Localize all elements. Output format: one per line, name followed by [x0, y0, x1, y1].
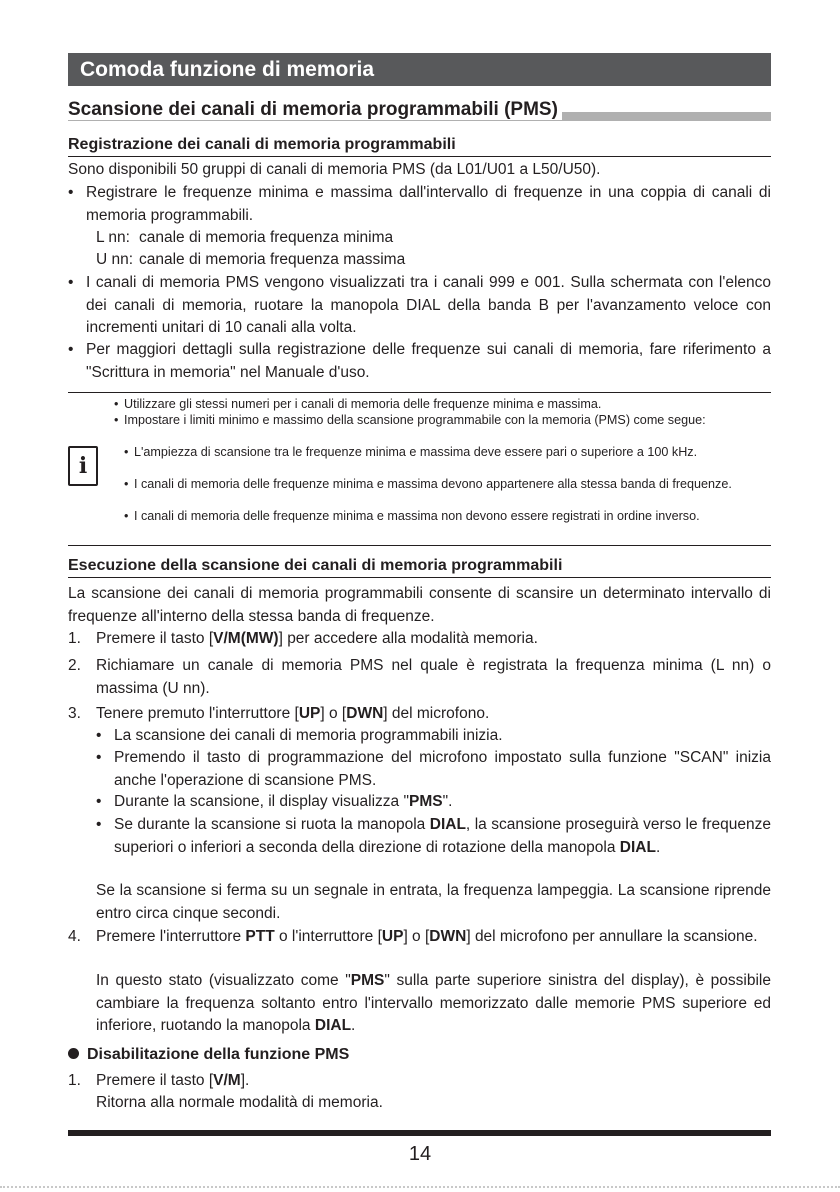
step-text: Richiamare un canale di memoria PMS nel quale è registrata la frequenza minima (L nn) o massima (U nn).: [96, 657, 771, 697]
page-number: 14: [408, 1143, 432, 1165]
text-run: ".: [442, 793, 453, 810]
step-1: [68, 628, 771, 651]
key-dial: DIAL: [314, 1017, 352, 1034]
text-run: Se durante la scansione si ruota la manopola: [114, 816, 430, 833]
display-pms: PMS: [408, 793, 443, 810]
bullet-dot-icon: [68, 1048, 79, 1059]
bullet-text: La scansione dei canali di memoria programmabili inizia.: [114, 727, 503, 744]
text-run: ] per accedere alla modalità memoria.: [278, 630, 538, 647]
key-ptt: PTT: [245, 928, 275, 945]
key-up: UP: [381, 928, 404, 945]
step-3-bullet-2: [96, 747, 771, 792]
bullet-mark: •: [124, 477, 129, 491]
bullet-mark: •: [114, 413, 119, 427]
text-run: , la scansione proseguirà verso le frequenze superiori o inferiori a seconda della direzione di rotazione della manopola: [114, 816, 771, 856]
bullet-mark: •: [68, 341, 74, 358]
key-v-m: V/M: [213, 1072, 241, 1089]
step-4-note: [96, 970, 771, 1038]
bullet-mark: •: [124, 445, 129, 459]
registration-bullet-1: [68, 182, 771, 227]
text-run: .: [655, 838, 661, 856]
bullet-mark: •: [68, 274, 74, 291]
definition-value: canale di memoria frequenza massima: [139, 251, 406, 268]
registration-bullet-2: [68, 272, 771, 340]
note-text: Utilizzare gli stessi numeri per i canali di memoria delle frequenze minima e massima.: [124, 397, 602, 411]
step-3-bullet-1: [96, 725, 771, 748]
step-3-bullet-4: [96, 814, 771, 859]
note-item-2: [114, 412, 771, 428]
step-number: 4.: [68, 928, 81, 945]
section-title: [68, 98, 771, 122]
text-run: Premere il tasto [: [96, 630, 214, 647]
execution-intro: La scansione dei canali di memoria programmabili consente di scansire un determinato intervallo di frequenze all'interno della stessa banda di frequenze.: [68, 585, 771, 625]
subnote-text: I canali di memoria delle frequenze minima e massima non devono essere registrati in ordine inverso.: [134, 509, 700, 523]
chapter-banner: Comoda funzione di memoria: [68, 53, 771, 86]
bullet-mark: •: [96, 793, 102, 810]
bullet-text: Premendo il tasto di programmazione del microfono impostato sulla funzione "SCAN" inizia anche l'operazione di scansione PMS.: [114, 749, 771, 789]
subnote-item-3: [124, 508, 771, 524]
bullet-mark: •: [68, 184, 74, 201]
subnote-text: L'ampiezza di scansione tra le frequenze minima e massima deve essere pari o superiore a 100 kHz.: [134, 445, 698, 459]
key-dial: DIAL: [619, 838, 656, 856]
bullet-text: Registrare le frequenze minima e massima dall'intervallo di frequenze in una coppia di canali di memoria programmabili.: [86, 184, 771, 224]
info-icon: i: [68, 446, 98, 486]
page-edge: [0, 1186, 840, 1188]
step-3-note: Se la scansione si ferma su un segnale in entrata, la frequenza lampeggia. La scansione riprende entro circa cinque secondi.: [96, 882, 771, 922]
bullet-mark: •: [96, 816, 102, 833]
step-number: 1.: [68, 1072, 81, 1089]
subnote-item-1: [124, 444, 771, 460]
execution-heading: Esecuzione della scansione dei canali di memoria programmabili: [68, 555, 771, 578]
registration-heading: Registrazione dei canali di memoria programmabili: [68, 134, 771, 157]
bullet-mark: •: [114, 397, 119, 411]
registration-bullet-3: [68, 339, 771, 384]
step-3: [68, 703, 771, 726]
text-run: ].: [240, 1072, 250, 1089]
bullet-mark: •: [96, 749, 102, 766]
text-run: ] del microfono per annullare la scansione.: [466, 928, 758, 945]
bullet-text: I canali di memoria PMS vengono visualizzati tra i canali 999 e 001. Sulla schermata con l'elenco dei canali di memoria, ruotare la manopola DIAL della banda B per l'avanzamento veloce con incrementi unitari di 10 canali alla volta.: [86, 274, 771, 336]
step-3-bullet-3: [96, 791, 771, 814]
text-run: In questo stato (visualizzato come ": [96, 972, 351, 989]
display-pms: PMS: [350, 972, 385, 989]
text-run: " sulla parte superiore sinistra del display), è possibile cambiare la frequenza soltanto entro l'intervallo memorizzato dalle memorie PMS superiore ed inferiore, ruotando la manopola: [96, 972, 771, 1034]
disable-heading: [68, 1044, 349, 1066]
footer-rule: [68, 1130, 771, 1136]
text-run: o l'interruttore [: [274, 928, 382, 945]
key-up: UP: [298, 705, 321, 722]
key-dwn: DWN: [346, 705, 384, 722]
definition-lower: [96, 227, 393, 250]
key-dial: DIAL: [429, 816, 466, 833]
note-text: Impostare i limiti minimo e massimo della scansione programmabile con la memoria (PMS) come segue:: [124, 413, 706, 427]
step-2: [68, 655, 771, 700]
subnote-item-2: [124, 476, 771, 492]
text-run: Premere il tasto [: [96, 1072, 214, 1089]
definition-value: canale di memoria frequenza minima: [139, 229, 394, 246]
step-number: 2.: [68, 657, 81, 674]
key-v-m-mw: V/M(MW): [213, 630, 279, 647]
note-item-1: [114, 396, 771, 412]
text-run: .: [351, 1017, 356, 1034]
step-4: [68, 926, 771, 949]
definition-key: L nn:: [96, 229, 130, 246]
disable-step-note: Ritorna alla normale modalità di memoria.: [96, 1094, 383, 1111]
text-run: ] del microfono.: [383, 705, 490, 722]
step-number: 1.: [68, 630, 81, 647]
step-number: 3.: [68, 705, 81, 722]
bullet-text: Per maggiori dettagli sulla registrazione delle frequenze sui canali di memoria, fare riferimento a "Scrittura in memoria" nel Manuale d'uso.: [86, 341, 771, 381]
section-title-text: Scansione dei canali di memoria programmabili (PMS): [68, 99, 562, 120]
text-run: ] o [: [403, 928, 430, 945]
text-run: Durante la scansione, il display visualizza ": [114, 793, 409, 810]
text-run: ] o [: [320, 705, 347, 722]
disable-step-1: [68, 1070, 771, 1093]
text-run: Tenere premuto l'interruttore [: [96, 705, 299, 722]
key-dwn: DWN: [429, 928, 467, 945]
definition-upper: [96, 249, 405, 272]
registration-intro: Sono disponibili 50 gruppi di canali di memoria PMS (da L01/U01 a L50/U50).: [68, 161, 601, 178]
definition-key: U nn:: [96, 251, 134, 268]
subnote-text: I canali di memoria delle frequenze minima e massima devono appartenere alla stessa banda di frequenze.: [134, 477, 732, 491]
bullet-mark: •: [124, 509, 129, 523]
bullet-mark: •: [96, 727, 102, 744]
text-run: Premere l'interruttore: [96, 928, 246, 945]
disable-heading-text: Disabilitazione della funzione PMS: [87, 1046, 350, 1063]
